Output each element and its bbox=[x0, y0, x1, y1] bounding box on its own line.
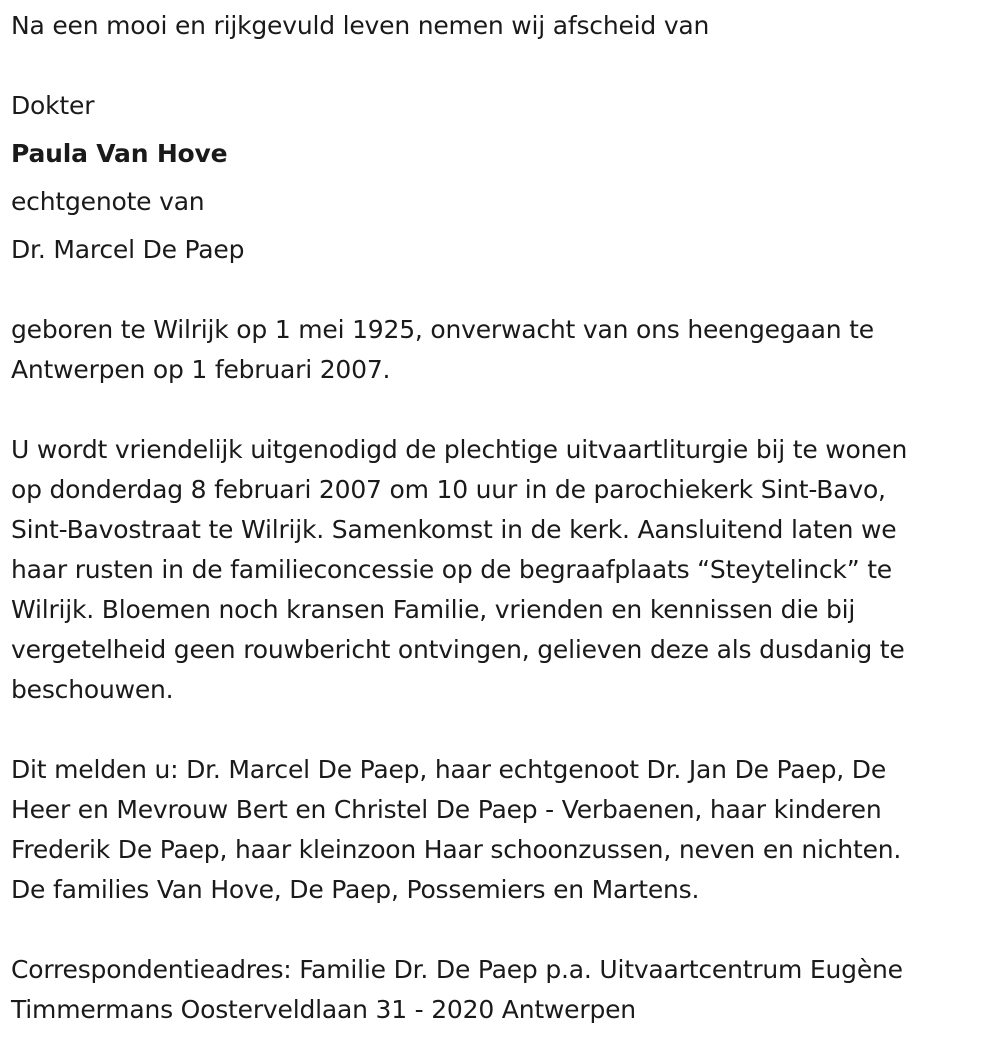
paragraph-line: haar rusten in de familieconcessie op de begraafplaats “Steytelinck” te bbox=[11, 555, 892, 584]
paragraph-line: Heer en Mevrouw Bert en Christel De Paep - Verbaenen, haar kinderen bbox=[11, 795, 882, 824]
deceased-title: Dokter bbox=[11, 91, 95, 120]
intro-line: Na een mooi en rijkgevuld leven nemen wij afscheid van bbox=[11, 11, 710, 40]
paragraph-line: Frederik De Paep, haar kleinzoon Haar schoonzussen, neven en nichten. bbox=[11, 835, 902, 864]
paragraph-line: Wilrijk. Bloemen noch kransen Familie, vrienden en kennissen die bij bbox=[11, 595, 856, 624]
paragraph-line: Sint-Bavostraat te Wilrijk. Samenkomst in de kerk. Aansluitend laten we bbox=[11, 515, 897, 544]
paragraph-line: op donderdag 8 februari 2007 om 10 uur in de parochiekerk Sint-Bavo, bbox=[11, 475, 886, 504]
spouse-label: echtgenote van bbox=[11, 187, 205, 216]
deceased-name: Paula Van Hove bbox=[11, 139, 228, 168]
paragraph-line: Antwerpen op 1 februari 2007. bbox=[11, 355, 391, 384]
paragraph-line: geboren te Wilrijk op 1 mei 1925, onverwacht van ons heengegaan te bbox=[11, 315, 874, 344]
paragraph-line: beschouwen. bbox=[11, 675, 174, 704]
spouse-name: Dr. Marcel De Paep bbox=[11, 235, 245, 264]
paragraph-line: U wordt vriendelijk uitgenodigd de plechtige uitvaartliturgie bij te wonen bbox=[11, 435, 908, 464]
birth-paragraph bbox=[11, 310, 874, 390]
paragraph-line: Timmermans Oosterveldlaan 31 - 2020 Antwerpen bbox=[11, 995, 636, 1024]
correspondence-paragraph bbox=[11, 950, 903, 1030]
paragraph-line: vergetelheid geen rouwbericht ontvingen, gelieven deze als dusdanig te bbox=[11, 635, 905, 664]
paragraph-line: Dit melden u: Dr. Marcel De Paep, haar echtgenoot Dr. Jan De Paep, De bbox=[11, 755, 886, 784]
announcers-paragraph bbox=[11, 750, 901, 910]
paragraph-line: Correspondentieadres: Familie Dr. De Paep p.a. Uitvaartcentrum Eugène bbox=[11, 955, 903, 984]
funeral-paragraph bbox=[11, 430, 907, 710]
paragraph-line: De families Van Hove, De Paep, Possemiers en Martens. bbox=[11, 875, 700, 904]
